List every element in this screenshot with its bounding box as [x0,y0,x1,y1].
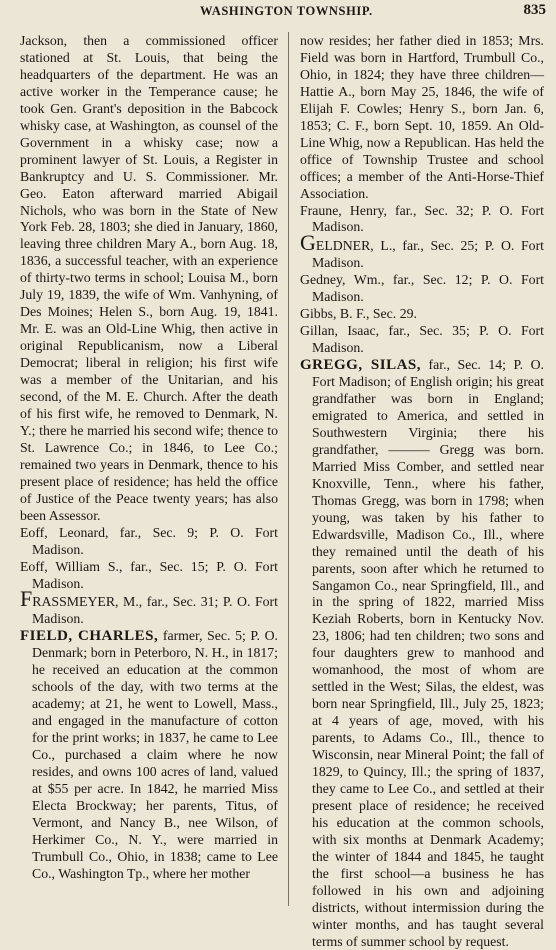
entry-gillan: Gillan, Isaac, far., Sec. 35; P. O. Fort Madison. [300,323,544,356]
entry-name: GREGG, SILAS, [300,357,422,374]
entry-frassmeyer [20,586,278,628]
entry-gregg-silas [300,357,544,950]
entry-initial: G [300,230,316,256]
entry-eoff-william: Eoff, William S., far., Sec. 15; P. O. Fort Madison. [20,558,278,591]
left-column [20,33,278,883]
entry-text: far., Sec. 14; P. O. Fort Madison; of English origin; his great grandfather was born in England; emigrated to America, and settled in Southwestern Virginia; there his grandfather, ——— Gregg was born. Married Miss Comber, and settled near Knoxville, Tenn., where his father, Thomas Gregg, was born in 1798; when young, was taken by his father to Edwardsville, Madison Co., Ill., where they remained until the death of his parents, soon after which he returned to Sangamon Co., near Springfield, Ill., and in the spring of 1822, married Miss Keziah Roberts, born in Kentucky Nov. 23, 1806; had ten children; two sons and four daughters grew to manhood and womanhood, the most of whom are settled in the West; Silas, the eldest, was born near Springfield, Ill., July 25, 1823; at 4 years of age, moved, with his parents, to Adams Co., Ill., thence to Wisconsin, near Mineral Point; the fall of 1829, to Quincy, Ill.; the spring of 1837, they came to Lee Co., and settled at their present place of residence; he received his education at the common schools, with six months at Denmark Academy; the winter of 1844 and 1845, he taught the first school—a business he has followed in his own and adjoining districts, without intermission during the winter months, and has taught several terms of summer school by request. [312,357,545,949]
entry-text: RASSMEYER, M., far., Sec. 31; P. O. Fort Madison. [32,594,278,627]
entry-text: ELDNER, L., far., Sec. 25; P. O. Fort Madison. [312,238,544,271]
entry-gibbs: Gibbs, B. F., Sec. 29. [300,306,417,322]
entry-gedney: Gedney, Wm., far., Sec. 12; P. O. Fort Madison. [300,272,544,305]
entry-field-continuation: now resides; her father died in 1853; Mrs. Field was born in Hartford, Trumbull Co., Ohio, in 1824; they have three children—Hattie A., born May 25, 1846, the wife of Elijah F. Cowles; Henry S., born Jan. 6, 1853; C. F., born Sept. 10, 1859. An Old-Line Whig, now a Republican. Has held the office of Township Trustee and school offices; a member of the Anti-Horse-Thief Association. [300,33,544,201]
entry-eoff-leonard: Eoff, Leonard, far., Sec. 9; P. O. Fort Madison. [20,524,278,557]
entry-name: FIELD, CHARLES, [20,628,159,645]
entry-initial: F [20,586,33,612]
entry-geldner [300,230,544,272]
running-head: WASHINGTON TOWNSHIP. [200,4,373,18]
column-divider [288,32,289,906]
entry-field-charles [20,628,278,882]
entry-fraune: Fraune, Henry, far., Sec. 32; P. O. Fort Madison. [300,202,544,235]
right-column [300,33,544,950]
page-header [0,2,556,22]
page-number: 835 [523,2,546,18]
entry-eaton-continuation: Jackson, then a commissioned officer stationed at St. Louis, that being the headquarters of the department. He was an active worker in the Temperance cause; he took Gen. Grant's deposition in the Babcock whisky case, at Washington, as counsel of the Government in a whisky case; now a prominent lawyer of St. Louis, a Register in Bankruptcy and U. S. Commissioner. Mr. Geo. Eaton afterward married Abigail Nichols, who was born in the State of New York Feb. 28, 1803; she died in January, 1860, leaving three children Mary A., born Aug. 18, 1836, a successful teacher, with an experience of thirty-two terms in school; Louisa M., born July 19, 1839, the wife of Wm. Vanhyning, of Des Moines; Helen S., born Aug. 19, 1841. Mr. E. was an Old-Line Whig, then active in original Republicanism, now a Liberal Democrat; liberal in religion; his first wife was a member of the Unitarian, and his second, of the M. E. Church. After the death of his first wife, he removed to Denmark, N. Y.; there he married his second wife; thence to St. Lawrence Co.; in 1846, to Lee Co.; remained two years in Denmark, thence to his present place of residence; has held the office of Justice of the Peace twenty years; has also been Assessor. [20,33,278,523]
entry-text: farmer, Sec. 5; P. O. Denmark; born in Peterboro, N. H., in 1817; he received an education at the common schools of the day, with two terms at the academy; at 21, he went to Lowell, Mass., and engaged in the manufacture of cotton for the print works; in 1837, he came to Lee Co., purchased a claim where he now resides, and owns 100 acres of land, valued at $55 per acre. In 1842, he married Miss Electa Brockway; her parents, Titus, of Vermont, and Nancy B., nee Wilson, of Herkimer Co., N. Y., were married in Trumbull Co., Ohio, in 1838; came to Lee Co., Washington Tp., where her mother [32,628,279,881]
